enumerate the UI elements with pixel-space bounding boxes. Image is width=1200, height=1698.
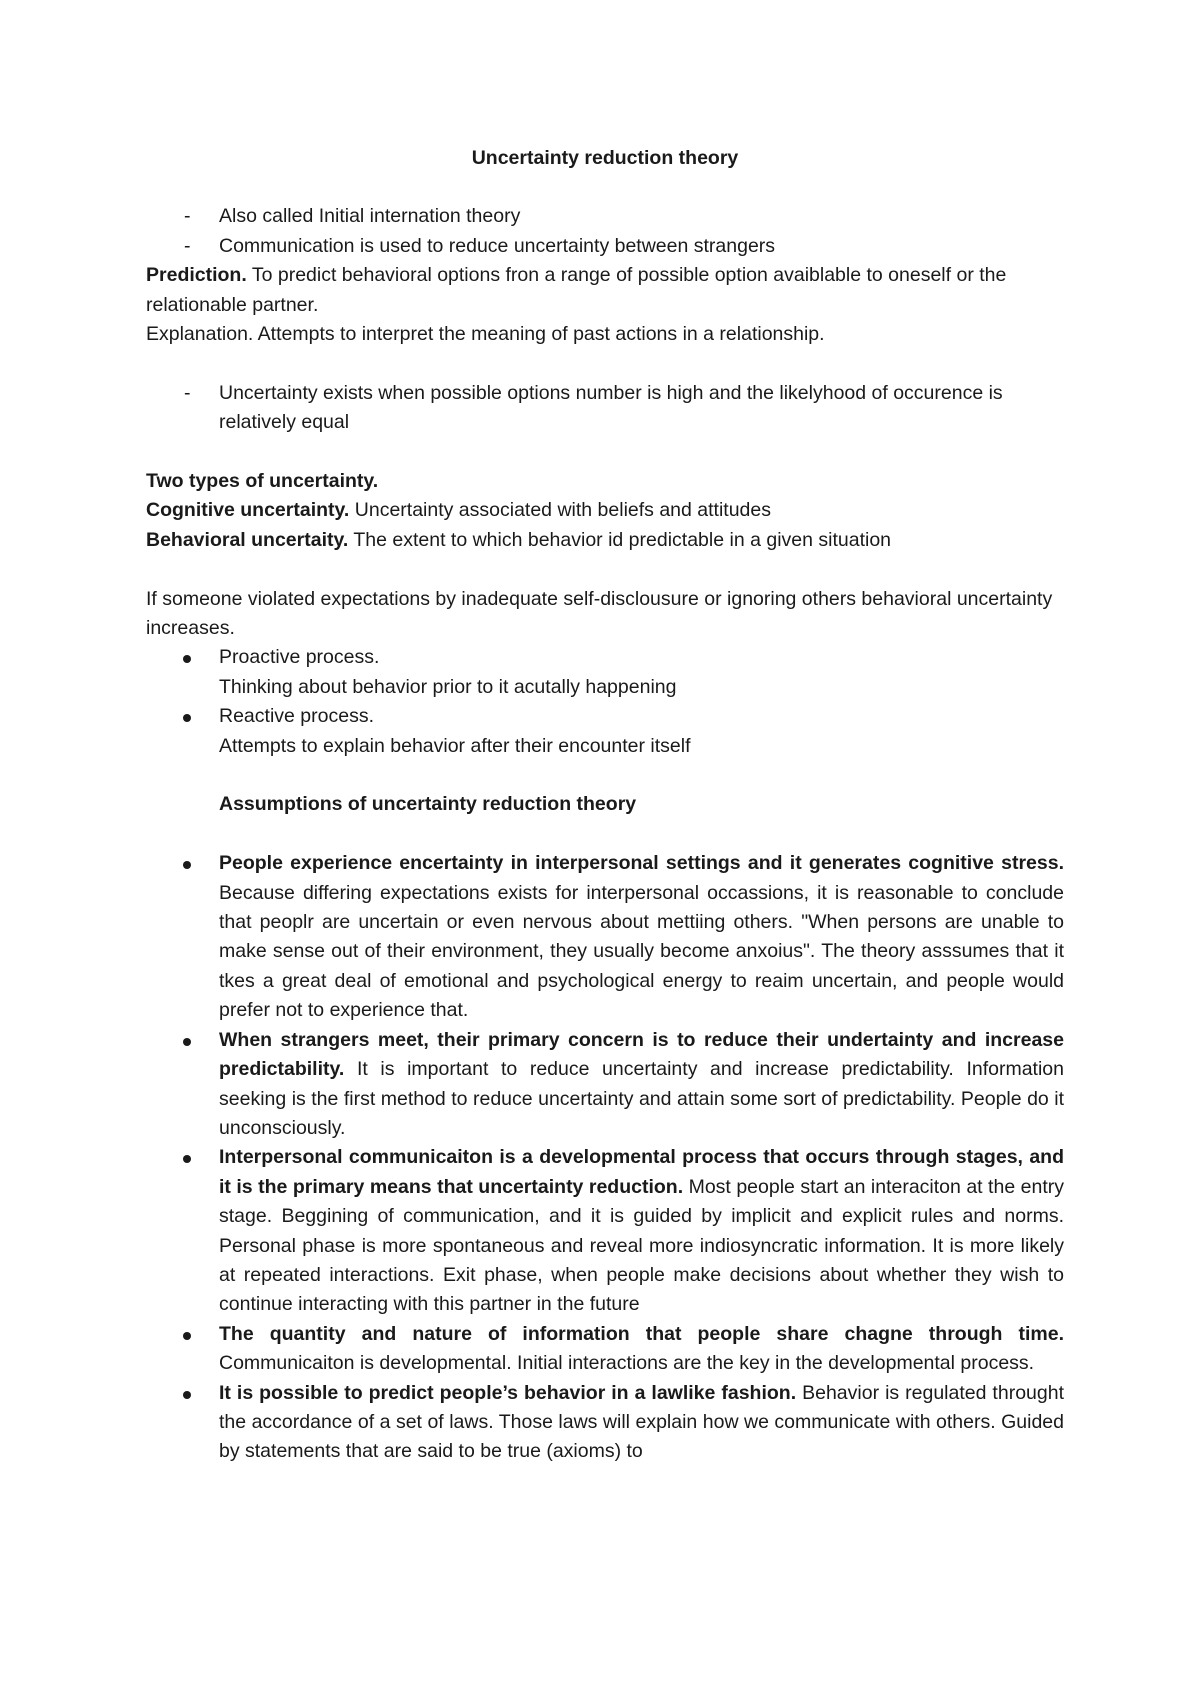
bullet-marker [183,1391,191,1399]
cognitive-term: Cognitive uncertainty. [146,499,350,522]
assumptions-list [146,849,1064,1467]
bullet-marker [183,714,191,722]
dash-marker: - [184,234,191,257]
list-item [146,849,1064,1025]
types-heading: Two types of uncertainty. [146,470,379,493]
process-desc: Attempts to explain behavior after their encounter itself [219,734,691,757]
assumption-bold: Interpersonal communicaiton is a developmental process that occurs through stages, and it is the primary means that uncertainty reduction. [219,1146,1064,1198]
list-item [146,1143,1064,1319]
list-item-text: Also called Initial internation theory [219,205,521,228]
prediction-term: Prediction. [146,264,247,287]
spacer [146,820,1064,849]
cognitive-text: Uncertainty associated with beliefs and attitudes [349,499,771,522]
list-item [146,1379,1064,1467]
list-item [146,202,1064,231]
list-item [146,1320,1064,1379]
cognitive-paragraph [146,496,1064,525]
list-item [146,1026,1064,1144]
list-item [146,379,1064,438]
assumption-bold: The quantity and nature of information that people share chagne through time. [219,1322,1064,1345]
assumption-text: It is important to reduce uncertainty and increase predictability. Information seeking is the first method to reduce uncertainty and attain some sort of predictability. People do it unconsciously. [219,1058,1064,1139]
list-item-text: Communication is used to reduce uncertainty between strangers [219,234,776,257]
page-title: Uncertainty reduction theory [471,147,739,169]
document-page [146,144,1064,1467]
bullet-marker [183,655,191,663]
assumption-bold: It is possible to predict people’s behavior in a lawlike fashion. [219,1381,797,1404]
dash-marker: - [184,381,191,404]
bullet-marker [183,1038,191,1046]
assumptions-heading: Assumptions of uncertainty reduction theory [219,793,637,816]
bullet-marker [183,861,191,869]
assumption-bold: When strangers meet, their primary concern is to reduce their undertainty and increase predictability. [219,1028,1064,1081]
intro-list [146,202,1064,261]
spacer [146,438,1064,467]
prediction-paragraph [146,261,1064,320]
explanation-paragraph: Explanation. Attempts to interpret the meaning of past actions in a relationship. [146,323,825,346]
assumption-text: Behavior is regulated throught the accordance of a set of laws. Those laws will explain how we communicate with others. Guided by statements that are said to be true (axioms) to [219,1381,1064,1463]
process-list [146,643,1064,761]
assumption-bold: People experience encertainty in interpersonal settings and it generates cognitive stress. [219,852,1064,875]
process-desc: Thinking about behavior prior to it acutally happening [219,675,677,698]
list-item [146,643,1064,702]
dash-marker: - [184,205,191,228]
process-label: Reactive process. [219,705,374,728]
behavioral-term: Behavioral uncertaity. [146,528,349,551]
list-item [146,232,1064,261]
process-label: Proactive process. [219,646,380,669]
violation-paragraph: If someone violated expectations by inadequate self-disclousure or ignoring others behavioral uncertainty increases. [146,587,1053,640]
list-item [146,702,1064,761]
list-item-text: Uncertainty exists when possible options number is high and the likelyhood of occurence is relatively equal [219,381,1003,434]
bullet-marker [183,1155,191,1163]
spacer [146,349,1064,378]
behavioral-paragraph [146,526,1064,555]
bullet-marker [183,1332,191,1340]
assumption-text: Most people start an interaciton at the entry stage. Beggining of communication, and it is guided by implicit and explicit rules and norms. Personal phase is more spontaneous and reveal more indiosyncratic information. It is more likely at repeated interactions. Exit phase, when people make decisions about whether they wish to continue interacting with this partner in the future [219,1175,1064,1316]
assumption-text: Communicaiton is developmental. Initial interactions are the key in the developmental process. [219,1352,1035,1375]
prediction-text: To predict behavioral options fron a range of possible option avaiblable to oneself or the relationable partner. [146,264,1007,316]
behavioral-text: The extent to which behavior id predictable in a given situation [348,528,892,551]
uncertainty-note-list [146,379,1064,438]
spacer [146,555,1064,584]
assumption-text: Because differing expectations exists for interpersonal occassions, it is reasonable to conclude that peoplr are uncertain or even nervous about mettiing others. "When persons are unable to make sense out of their environment, they usually become anxoius". The theory asssumes that it tkes a great deal of emotional and psychological energy to reaim uncertain, and people would prefer not to experience that. [219,881,1064,1022]
spacer [146,761,1064,790]
